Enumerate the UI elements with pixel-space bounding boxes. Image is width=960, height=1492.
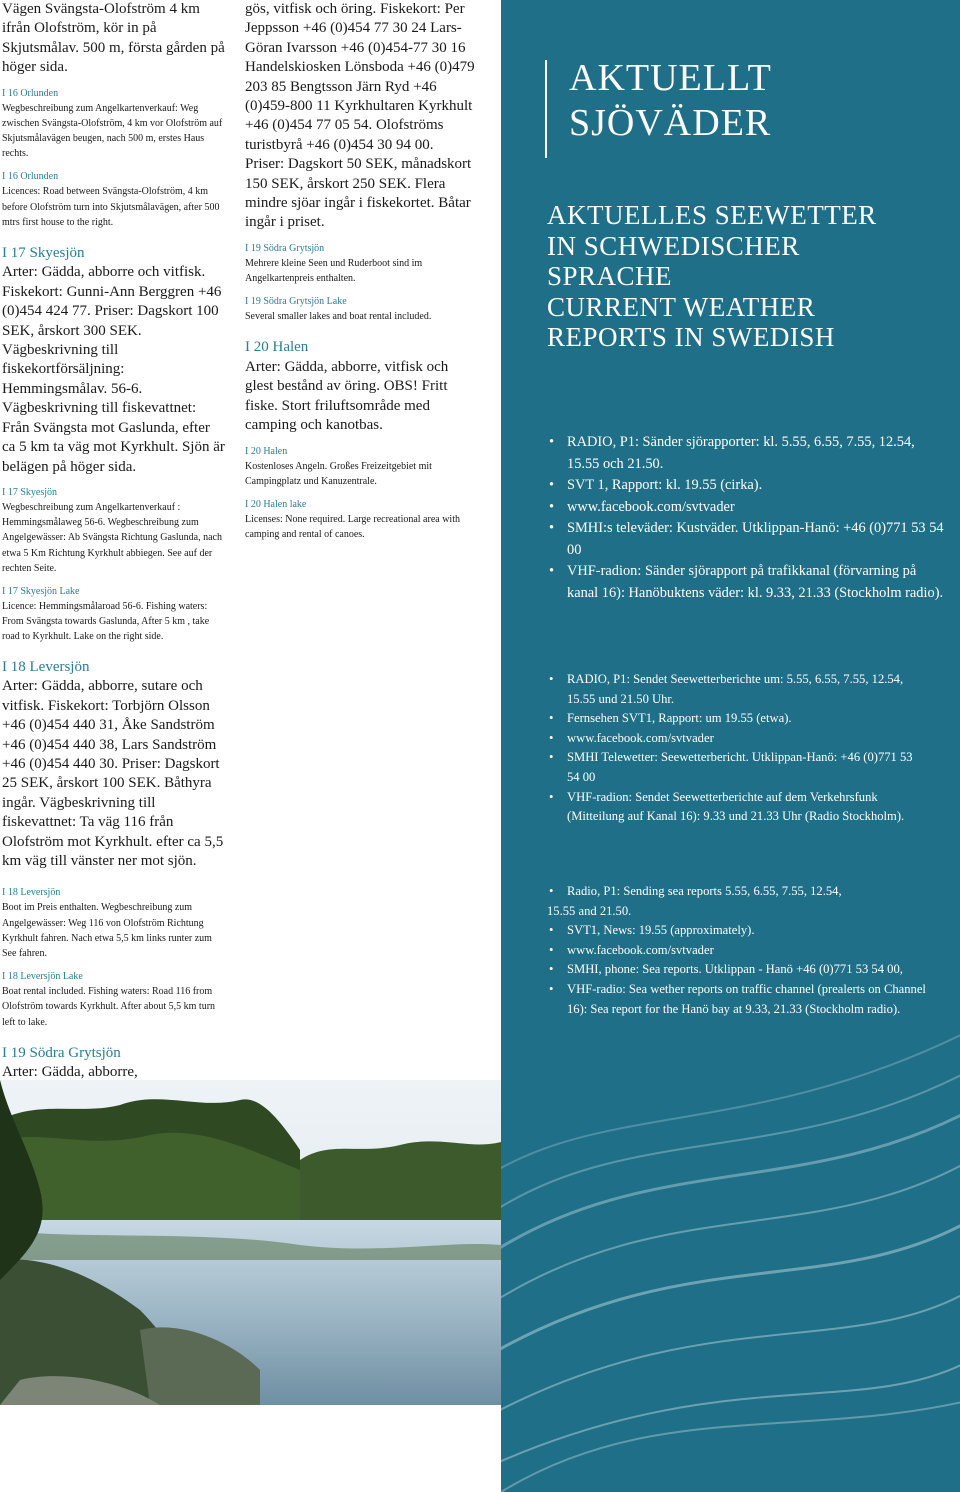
- panel-title: [545, 56, 772, 146]
- i19-body-continued: gös, vitfisk och öring. Fiskekort: Per Jeppsson +46 (0)454 77 30 24 Lars-Göran Ivarsson +46 (0)454-77 30 16 Handelskiosken Lönsboda +46 (0)479 203 85 Bengtsson Järn Ryd +46 (0)459-800 11 Kyrkhultaren Kyrkhult +46 (0)454 77 05 54. Olofströms turistbyrå +46 (0)454 30 94 00. Priser: Dagskort 50 SEK, månadskort 150 SEK, årskort 250 SEK. Flera mindre sjöar ingår i fiskekortet. Båtar ingår i priset.: [245, 1, 475, 231]
- i20-de-body: Kostenloses Angeln. Großes Freizeitgebiet mit Campingplatz und Kanuzentrale.: [245, 460, 432, 487]
- list-item: • VHF-radio: Sea wether reports on traffic channel (prealerts on Channel 16): Sea report for the Hanö bay at 9.33, 21.33 (Stockholm radio).: [547, 980, 937, 1019]
- list-item: • SMHI, phone: Sea reports. Utklippan - Hanö +46 (0)771 53 54 00,: [547, 960, 937, 980]
- list-item: • RADIO, P1: Sendet Seewetterberichte um: 5.55, 6.55, 7.55, 12.54, 15.55 und 21.50 Uhr.: [547, 670, 927, 709]
- i18-de-body: Boot im Preis enthalten. Wegbeschreibung zum Angelgewässer: Weg 116 von Olofström Richtung Kyrkhult fahren. Nach etwa 5,5 km links runter zum See fahren.: [2, 902, 212, 960]
- i17-en-heading: I 17 Skyesjön Lake: [2, 585, 80, 597]
- i17-heading: I 17 Skyesjön: [2, 245, 85, 262]
- list-item: • www.facebook.com/svtvader: [547, 497, 947, 519]
- i19-body-start: Arter: Gädda, abborre,: [2, 1064, 138, 1081]
- list-item: • VHF-radion: Sänder sjörapport på trafikkanal (förvarning på kanal 16): Hanöbuktens väder: kl. 9.33, 21.33 (Stockholm radio).: [547, 561, 947, 604]
- i20-de-heading: I 20 Halen: [245, 445, 288, 457]
- i18-body: Arter: Gädda, abborre, sutare och vitfisk. Fiskekort: Torbjörn Olsson +46 (0)454 440 31, Åke Sandström +46 (0)454 440 38, Lars Sandström +46 (0)454 440 30. Priser: Dagskort 25 SEK, årskort 100 SEK. Båthyra ingår. Vägbeskrivning till fiskevattnet: Ta väg 116 från Olofström mot Kyrkhult. efter ca 5,5 km väg till vänster ner mot sjön.: [2, 678, 224, 870]
- middle-column: [245, 0, 475, 542]
- i18-de-heading: I 18 Leversjön: [2, 887, 61, 899]
- i19-de-body: Mehrere kleine Seen und Ruderboot sind im Angelkartenpreis enthalten.: [245, 257, 423, 285]
- i20-en-heading: I 20 Halen lake: [245, 498, 307, 510]
- list-item: • SVT 1, Rapport: kl. 19.55 (cirka).: [547, 475, 947, 497]
- list-item: • SMHI:s televäder: Kustväder. Utklippan-Hanö: +46 (0)771 53 54 00: [547, 518, 947, 561]
- list-item: • SVT1, News: 19.55 (approximately).: [547, 921, 937, 941]
- weather-list-german: [547, 670, 927, 827]
- panel-title-line-2: SJÖVÄDER: [569, 102, 772, 144]
- left-column-lower: [2, 658, 226, 1083]
- i16-en-heading: I 16 Orlunden: [2, 171, 59, 183]
- list-item: • VHF-radion: Sendet Seewetterberichte auf dem Verkehrsfunk (Mitteilung auf Kanal 16): 9.33 und 21.33 Uhr (Radio Stockholm).: [547, 788, 927, 827]
- lake-photo-image: [0, 1080, 501, 1405]
- list-item: • SMHI Telewetter: Seewetterbericht. Utklippan-Hanö: +46 (0)771 53 54 00: [547, 748, 927, 787]
- list-item-part: 15.55 and 21.50.: [547, 903, 632, 918]
- list-item: • www.facebook.com/svtvader: [547, 729, 927, 749]
- list-item: [547, 882, 937, 921]
- weather-panel: [501, 0, 960, 1492]
- i19-de-heading: I 19 Södra Grytsjön: [245, 242, 325, 254]
- subtitle-line-2: IN SCHWEDISCHER: [547, 230, 800, 261]
- i16-de-heading: I 16 Orlunden: [2, 87, 59, 99]
- list-item: • Fernsehen SVT1, Rapport: um 19.55 (etwa).: [547, 709, 927, 729]
- subtitle-line-1: AKTUELLES SEEWETTER: [547, 200, 877, 230]
- i18-en-heading: I 18 Leversjön Lake: [2, 971, 83, 983]
- panel-title-line-1: AKTUELLT: [569, 57, 772, 99]
- i17-de-heading: I 17 Skyesjön: [2, 486, 57, 498]
- subtitle-line-3: SPRACHE: [547, 261, 673, 291]
- weather-list-english: [547, 882, 937, 1019]
- i18-heading: I 18 Leversjön: [2, 659, 90, 675]
- i20-heading: I 20 Halen: [245, 339, 309, 356]
- subtitle-line-5: REPORTS IN SWEDISH: [547, 322, 835, 352]
- i19-en-body: Several smaller lakes and boat rental included.: [245, 311, 432, 323]
- lake-photo: [0, 1080, 501, 1405]
- i19-en-heading: I 19 Södra Grytsjön Lake: [245, 296, 347, 308]
- list-item: • RADIO, P1: Sänder sjörapporter: kl. 5.55, 6.55, 7.55, 12.54, 15.55 och 21.50.: [547, 432, 947, 475]
- i16-en-body: Licences: Road between Svängsta-Olofström, 4 km before Olofström turn into Skjutsmålavägen, after 500 mtrs first house to the right.: [2, 186, 220, 228]
- i17-en-body: Licence: Hemmingsmålaroad 56-6. Fishing waters: From Svängsta towards Gaslunda, After 5 km , take road to Kyrkhult. Lake on the right side.: [2, 600, 210, 643]
- i16-de-body: Wegbeschreibung zum Angelkartenverkauf: Weg zwischen Svängsta-Olofström, 4 km vor Olofström auf Skjutsmålavägen beugen, nach 500 m, erstes Haus rechts.: [2, 102, 223, 160]
- list-item-part: Radio, P1: Sending sea reports 5.55, 6.55, 7.55, 12.54,: [567, 884, 842, 898]
- i20-en-body: Licenses: None required. Large recreational area with camping and rental of canoes.: [245, 513, 460, 541]
- i18-en-body: Boat rental included. Fishing waters: Road 116 from Olofström towards Kyrkhult. After about 5,5 km turn left to lake.: [2, 986, 216, 1028]
- weather-list-swedish: [547, 432, 947, 604]
- panel-subtitle: [547, 200, 877, 353]
- i19-heading: I 19 Södra Grytsjön: [2, 1044, 121, 1061]
- i17-body: Arter: Gädda, abborre och vitfisk. Fiskekort: Gunni-Ann Berggren +46 (0)454 424 77. Priser: Dagskort 100 SEK, årskort 300 SEK. Vägbeskrivning till fiskekortförsäljning: Hemmingsmålav. 56-6. Vägbeskrivning till fiskevattnet: Från Svängsta mot Gaslunda, efter ca 5 km ta väg mot Kyrkhult. Sjön är belägen på höger sida.: [2, 264, 225, 475]
- subtitle-line-4: CURRENT WEATHER: [547, 291, 816, 322]
- i20-body: Arter: Gädda, abborre, vitfisk och glest bestånd av öring. OBS! Fritt fiske. Stort friluftsområde med camping och kanotbas.: [245, 358, 449, 434]
- i17-de-body: Wegbeschreibung zum Angelkartenverkauf : Hemmingsmålaweg 56-6. Wegbeschreibung zum Angelgewässer: Ab Svängsta Richtung Gaslunda, nach etwa 5 Km Richtung Kyrkhult abbiegen. See auf der rechten Seite.: [2, 501, 222, 574]
- intro-sv: Vägen Svängsta-Olofström 4 km ifrån Olofström, kör in på Skjutsmålav. 500 m, första gården på höger sida.: [2, 1, 225, 76]
- left-column: [2, 0, 226, 645]
- list-item: • www.facebook.com/svtvader: [547, 941, 937, 961]
